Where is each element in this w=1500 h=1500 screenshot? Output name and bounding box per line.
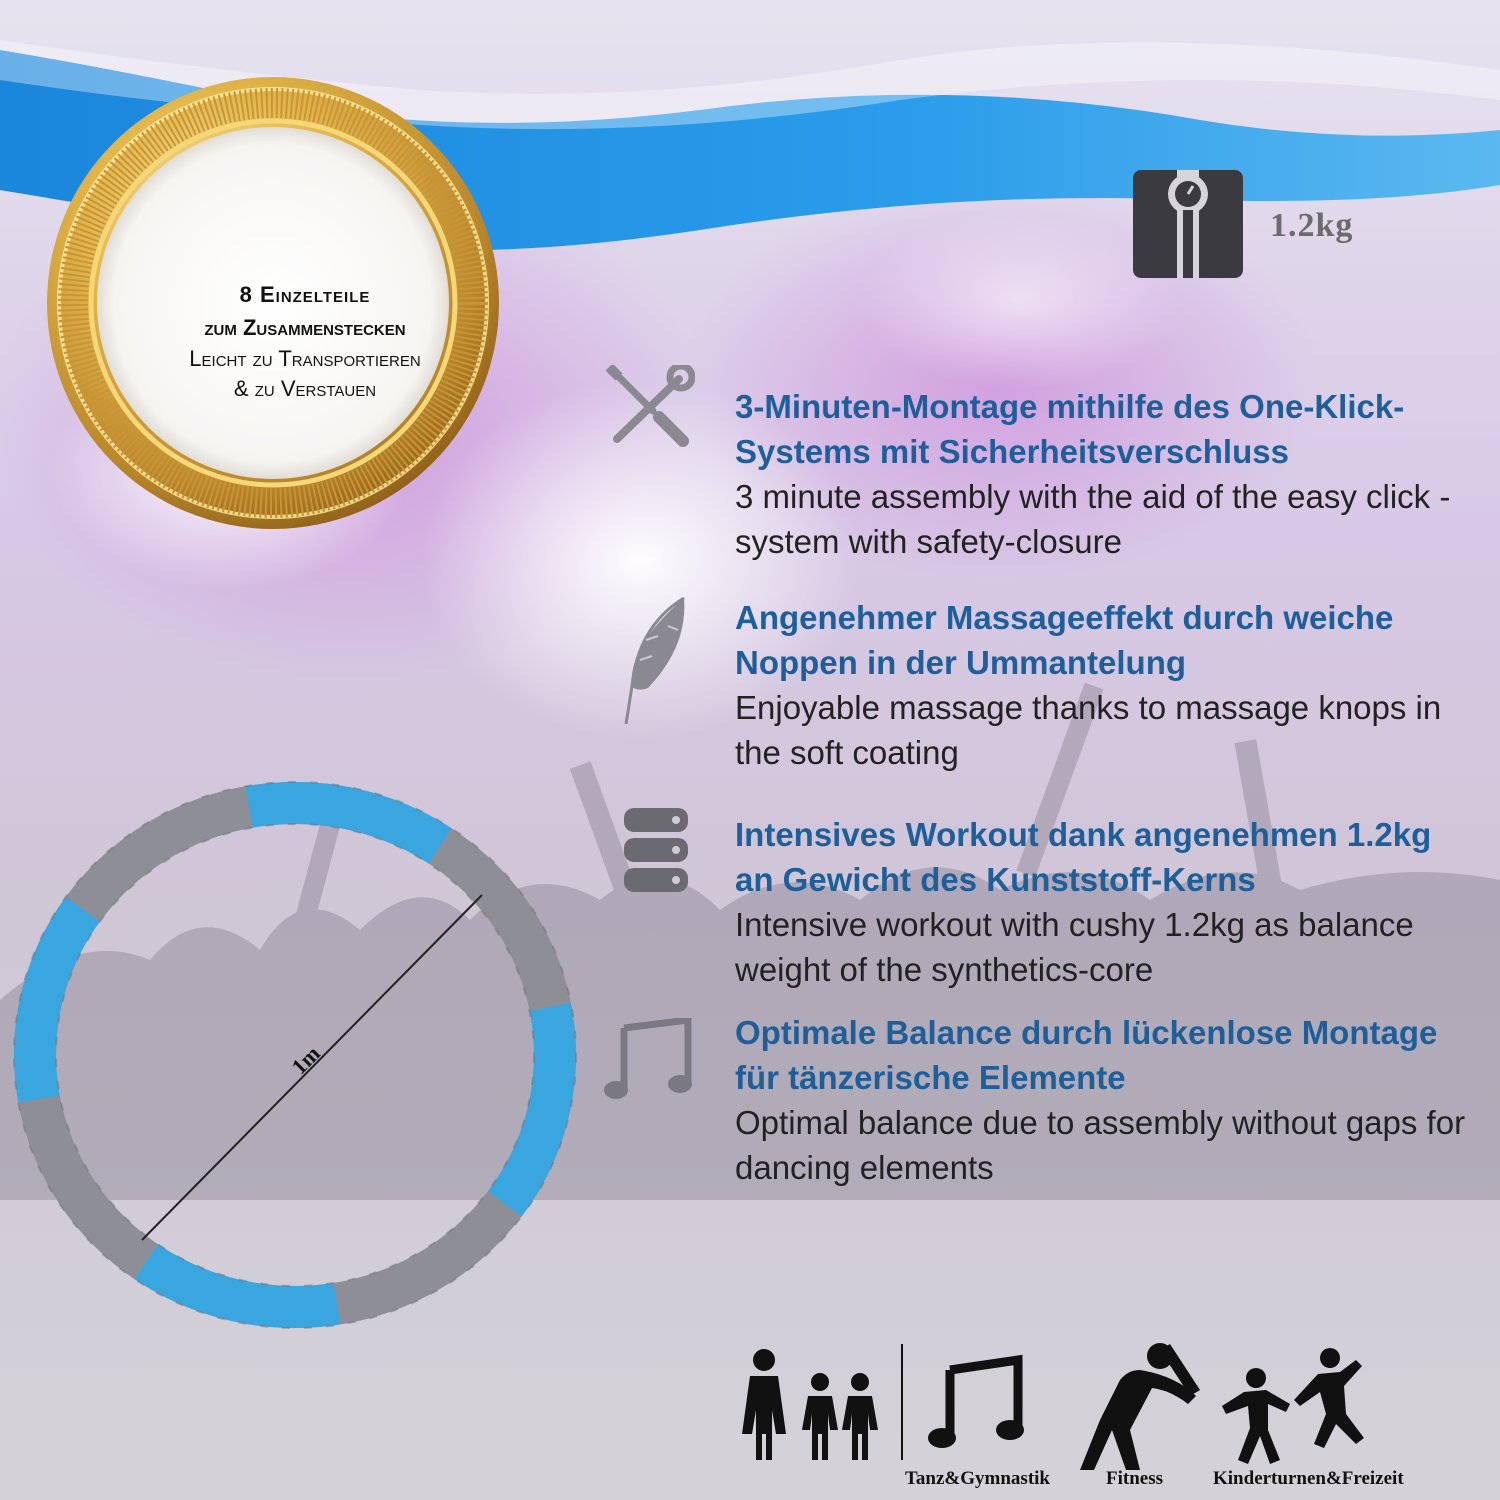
scale-icon bbox=[1133, 170, 1243, 278]
fitness-icon bbox=[1080, 1343, 1200, 1470]
feature-balance bbox=[735, 1010, 1475, 1190]
feature-title: Angenehmer Massageeffekt durch weiche Noppen in der Ummantelung bbox=[735, 599, 1394, 681]
badge-line-2: zum Zusammenstecken bbox=[204, 315, 406, 340]
feature-massage bbox=[735, 595, 1475, 775]
feature-description: 3 minute assembly with the aid of the easy click - system with safety-closure bbox=[735, 478, 1451, 560]
hoop-diameter-label: 1m bbox=[286, 1040, 325, 1080]
badge-line-1: 8 Einzelteile bbox=[239, 282, 371, 307]
dance-music-icon bbox=[928, 1360, 1024, 1448]
feature-description: Enjoyable massage thanks to massage knops in the soft coating bbox=[735, 689, 1442, 771]
category-dance: Tanz&Gymnastik bbox=[905, 1468, 1050, 1489]
badge-line-3: Leicht zu Transportieren bbox=[189, 346, 421, 371]
hula-hoop-image bbox=[0, 760, 620, 1340]
tools-icon bbox=[605, 365, 695, 447]
category-fitness: Fitness bbox=[1106, 1468, 1163, 1489]
gold-badge bbox=[38, 68, 508, 538]
feature-description: Intensive workout with cushy 1.2kg as balance weight of the synthetics-core bbox=[735, 906, 1414, 988]
category-kids: Kinderturnen&Freizeit bbox=[1213, 1468, 1404, 1489]
feature-description: Optimal balance due to assembly without gaps for dancing elements bbox=[735, 1104, 1466, 1186]
feature-title: Optimale Balance durch lückenlose Montage für tänzerische Elemente bbox=[735, 1014, 1438, 1096]
feature-assembly bbox=[735, 384, 1475, 564]
feature-title: Intensives Workout dank angenehmen 1.2kg an Gewicht des Kunststoff-Kerns bbox=[735, 816, 1432, 898]
weight-label: 1.2kg bbox=[1270, 207, 1354, 244]
badge-line-4: & zu Verstauen bbox=[233, 376, 377, 401]
database-icon bbox=[624, 808, 688, 892]
feather-icon bbox=[618, 596, 690, 726]
feature-title: 3-Minuten-Montage mithilfe des One-Klick-Systems mit Sicherheitsverschluss bbox=[735, 388, 1405, 470]
feature-workout bbox=[735, 812, 1475, 992]
family-icon bbox=[742, 1349, 878, 1460]
kids-playing-icon bbox=[1222, 1348, 1364, 1464]
